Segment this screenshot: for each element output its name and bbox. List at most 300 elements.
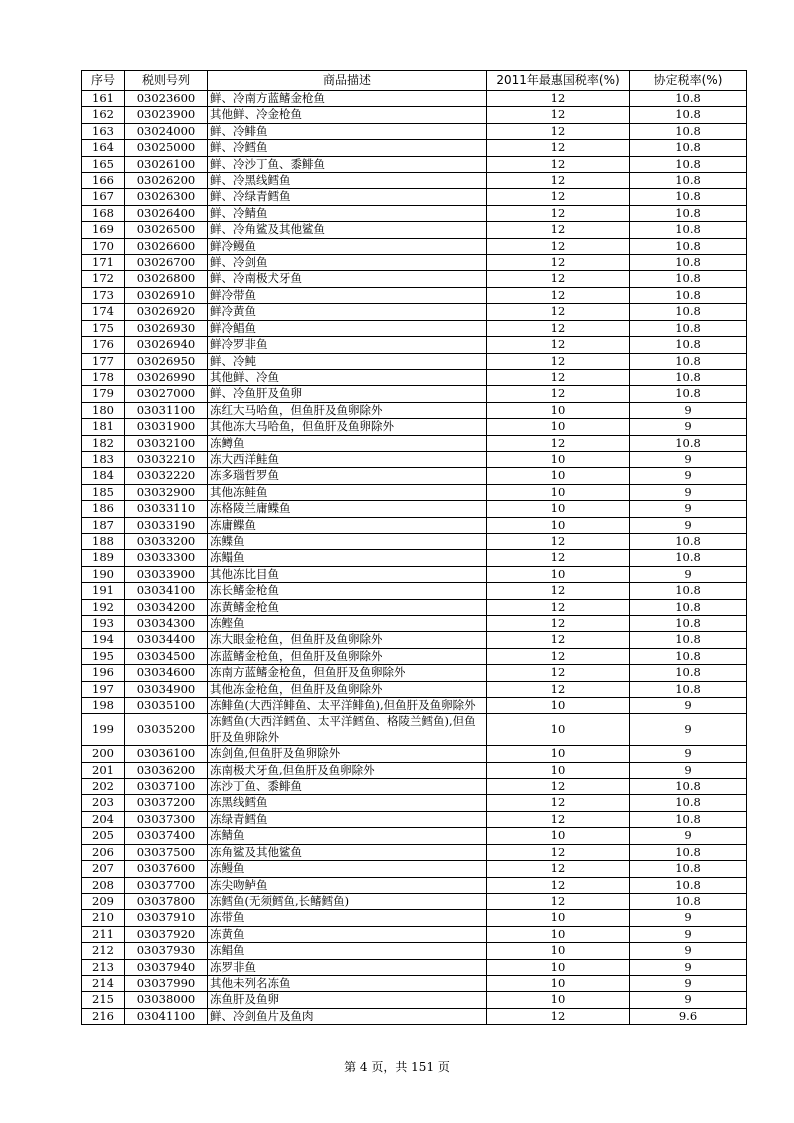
cell-seq: 195 [82, 648, 125, 664]
cell-seq: 162 [82, 107, 125, 123]
table-row [82, 583, 747, 599]
cell-agreement-rate: 9 [630, 943, 747, 959]
cell-seq: 186 [82, 501, 125, 517]
cell-tariff-code: 03034900 [125, 681, 208, 697]
cell-tariff-code: 03041100 [125, 1008, 208, 1024]
cell-agreement-rate: 10.8 [630, 353, 747, 369]
table-row [82, 811, 747, 827]
cell-tariff-code: 03026600 [125, 238, 208, 254]
cell-mfn-rate: 10 [487, 828, 630, 844]
cell-agreement-rate: 10.8 [630, 861, 747, 877]
cell-tariff-code: 03031900 [125, 419, 208, 435]
cell-tariff-code: 03034300 [125, 616, 208, 632]
cell-mfn-rate: 12 [487, 173, 630, 189]
cell-tariff-code: 03037920 [125, 926, 208, 942]
cell-mfn-rate: 12 [487, 304, 630, 320]
cell-tariff-code: 03033110 [125, 501, 208, 517]
table-header-row [82, 71, 747, 91]
cell-agreement-rate: 10.8 [630, 91, 747, 107]
cell-seq: 171 [82, 255, 125, 271]
cell-description: 鲜冷鳗鱼 [208, 238, 487, 254]
cell-tariff-code: 03034500 [125, 648, 208, 664]
cell-mfn-rate: 10 [487, 402, 630, 418]
cell-description: 冻鲽鱼 [208, 533, 487, 549]
table-row [82, 943, 747, 959]
cell-seq: 170 [82, 238, 125, 254]
cell-seq: 199 [82, 714, 125, 746]
cell-seq: 205 [82, 828, 125, 844]
cell-mfn-rate: 10 [487, 517, 630, 533]
cell-seq: 202 [82, 779, 125, 795]
cell-agreement-rate: 9 [630, 762, 747, 778]
cell-description: 鲜、冷鱼肝及鱼卵 [208, 386, 487, 402]
cell-tariff-code: 03033900 [125, 566, 208, 582]
cell-mfn-rate: 10 [487, 926, 630, 942]
cell-tariff-code: 03027000 [125, 386, 208, 402]
cell-agreement-rate: 10.8 [630, 795, 747, 811]
cell-agreement-rate: 10.8 [630, 205, 747, 221]
cell-agreement-rate: 9 [630, 959, 747, 975]
cell-seq: 169 [82, 222, 125, 238]
cell-tariff-code: 03026950 [125, 353, 208, 369]
table-row [82, 353, 747, 369]
cell-mfn-rate: 10 [487, 468, 630, 484]
cell-mfn-rate: 10 [487, 566, 630, 582]
cell-description: 冻南方蓝鳍金枪鱼，但鱼肝及鱼卵除外 [208, 665, 487, 681]
cell-seq: 184 [82, 468, 125, 484]
cell-description: 鲜、冷角鲨及其他鲨鱼 [208, 222, 487, 238]
cell-agreement-rate: 10.8 [630, 616, 747, 632]
cell-tariff-code: 03035100 [125, 698, 208, 714]
table-row [82, 402, 747, 418]
table-row [82, 632, 747, 648]
table-row [82, 893, 747, 909]
table-row [82, 648, 747, 664]
cell-tariff-code: 03026990 [125, 369, 208, 385]
cell-description: 冻绿青鳕鱼 [208, 811, 487, 827]
cell-agreement-rate: 10.8 [630, 123, 747, 139]
cell-description: 冻罗非鱼 [208, 959, 487, 975]
cell-mfn-rate: 12 [487, 877, 630, 893]
cell-agreement-rate: 10.8 [630, 222, 747, 238]
cell-agreement-rate: 9 [630, 746, 747, 762]
cell-description: 其他鲜、冷金枪鱼 [208, 107, 487, 123]
table-row [82, 369, 747, 385]
cell-description: 冻鲣鱼 [208, 616, 487, 632]
table-row [82, 533, 747, 549]
cell-seq: 173 [82, 287, 125, 303]
cell-mfn-rate: 12 [487, 533, 630, 549]
table-row [82, 566, 747, 582]
cell-mfn-rate: 10 [487, 419, 630, 435]
cell-description: 其他冻比目鱼 [208, 566, 487, 582]
cell-description: 冻鲱鱼(大西洋鲱鱼、太平洋鲱鱼),但鱼肝及鱼卵除外 [208, 698, 487, 714]
cell-description: 冻红大马哈鱼，但鱼肝及鱼卵除外 [208, 402, 487, 418]
cell-description: 鲜、冷鳕鱼 [208, 140, 487, 156]
cell-agreement-rate: 9 [630, 484, 747, 500]
cell-agreement-rate: 10.8 [630, 386, 747, 402]
cell-description: 冻长鳍金枪鱼 [208, 583, 487, 599]
table-row [82, 1008, 747, 1024]
cell-agreement-rate: 9 [630, 910, 747, 926]
cell-description: 冻庸鲽鱼 [208, 517, 487, 533]
cell-tariff-code: 03026920 [125, 304, 208, 320]
cell-seq: 180 [82, 402, 125, 418]
cell-tariff-code: 03026400 [125, 205, 208, 221]
table-row [82, 714, 747, 746]
cell-agreement-rate: 9 [630, 828, 747, 844]
table-row [82, 844, 747, 860]
table-row [82, 140, 747, 156]
cell-tariff-code: 03026500 [125, 222, 208, 238]
cell-description: 其他鲜、冷鱼 [208, 369, 487, 385]
table-row [82, 599, 747, 615]
cell-description: 冻大眼金枪鱼，但鱼肝及鱼卵除外 [208, 632, 487, 648]
cell-tariff-code: 03034400 [125, 632, 208, 648]
cell-seq: 174 [82, 304, 125, 320]
table-row [82, 926, 747, 942]
cell-agreement-rate: 9 [630, 501, 747, 517]
cell-description: 鲜、冷剑鱼片及鱼肉 [208, 1008, 487, 1024]
table-row [82, 123, 747, 139]
cell-description: 冻黑线鳕鱼 [208, 795, 487, 811]
cell-tariff-code: 03036200 [125, 762, 208, 778]
cell-mfn-rate: 12 [487, 320, 630, 336]
table-row [82, 435, 747, 451]
cell-seq: 208 [82, 877, 125, 893]
cell-seq: 193 [82, 616, 125, 632]
cell-tariff-code: 03031100 [125, 402, 208, 418]
cell-agreement-rate: 9 [630, 992, 747, 1008]
cell-seq: 215 [82, 992, 125, 1008]
cell-tariff-code: 03034100 [125, 583, 208, 599]
cell-tariff-code: 03023900 [125, 107, 208, 123]
cell-agreement-rate: 10.8 [630, 140, 747, 156]
cell-seq: 165 [82, 156, 125, 172]
cell-agreement-rate: 10.8 [630, 681, 747, 697]
cell-mfn-rate: 12 [487, 287, 630, 303]
cell-agreement-rate: 10.8 [630, 156, 747, 172]
cell-agreement-rate: 9 [630, 419, 747, 435]
cell-seq: 161 [82, 91, 125, 107]
cell-tariff-code: 03032900 [125, 484, 208, 500]
cell-description: 鲜、冷鲱鱼 [208, 123, 487, 139]
cell-description: 冻鳗鱼 [208, 861, 487, 877]
cell-description: 冻沙丁鱼、黍鲱鱼 [208, 779, 487, 795]
table-row [82, 173, 747, 189]
cell-seq: 178 [82, 369, 125, 385]
table-row [82, 468, 747, 484]
table-row [82, 992, 747, 1008]
cell-seq: 201 [82, 762, 125, 778]
cell-tariff-code: 03026800 [125, 271, 208, 287]
cell-seq: 206 [82, 844, 125, 860]
table-row [82, 681, 747, 697]
cell-agreement-rate: 9.6 [630, 1008, 747, 1024]
cell-description: 鲜、冷鲀 [208, 353, 487, 369]
cell-seq: 212 [82, 943, 125, 959]
cell-tariff-code: 03037930 [125, 943, 208, 959]
cell-seq: 213 [82, 959, 125, 975]
cell-mfn-rate: 10 [487, 992, 630, 1008]
table-row [82, 746, 747, 762]
cell-agreement-rate: 9 [630, 714, 747, 746]
cell-description: 鲜、冷南极犬牙鱼 [208, 271, 487, 287]
cell-tariff-code: 03037100 [125, 779, 208, 795]
cell-mfn-rate: 12 [487, 550, 630, 566]
cell-mfn-rate: 12 [487, 616, 630, 632]
table-row [82, 517, 747, 533]
cell-seq: 187 [82, 517, 125, 533]
cell-agreement-rate: 10.8 [630, 550, 747, 566]
cell-agreement-rate: 9 [630, 517, 747, 533]
cell-mfn-rate: 12 [487, 205, 630, 221]
cell-mfn-rate: 12 [487, 107, 630, 123]
cell-description: 冻鳕鱼(无须鳕鱼,长鳍鳕鱼) [208, 893, 487, 909]
cell-description: 冻蓝鳍金枪鱼，但鱼肝及鱼卵除外 [208, 648, 487, 664]
cell-tariff-code: 03026940 [125, 337, 208, 353]
cell-description: 冻黄鱼 [208, 926, 487, 942]
cell-tariff-code: 03026930 [125, 320, 208, 336]
cell-tariff-code: 03033200 [125, 533, 208, 549]
cell-description: 鲜、冷鲭鱼 [208, 205, 487, 221]
cell-description: 鲜冷带鱼 [208, 287, 487, 303]
cell-description: 其他冻鲑鱼 [208, 484, 487, 500]
header-agreement-rate: 协定税率(%) [630, 71, 747, 91]
cell-mfn-rate: 10 [487, 959, 630, 975]
cell-seq: 166 [82, 173, 125, 189]
cell-mfn-rate: 12 [487, 222, 630, 238]
table-row [82, 828, 747, 844]
cell-mfn-rate: 12 [487, 386, 630, 402]
table-body [82, 91, 747, 1025]
header-description: 商品描述 [208, 71, 487, 91]
cell-mfn-rate: 12 [487, 861, 630, 877]
cell-mfn-rate: 12 [487, 435, 630, 451]
cell-agreement-rate: 10.8 [630, 533, 747, 549]
cell-seq: 188 [82, 533, 125, 549]
cell-seq: 216 [82, 1008, 125, 1024]
cell-agreement-rate: 10.8 [630, 665, 747, 681]
cell-seq: 168 [82, 205, 125, 221]
table-row [82, 386, 747, 402]
cell-mfn-rate: 12 [487, 255, 630, 271]
cell-seq: 191 [82, 583, 125, 599]
cell-agreement-rate: 10.8 [630, 877, 747, 893]
cell-tariff-code: 03023600 [125, 91, 208, 107]
cell-description: 冻鱼肝及鱼卵 [208, 992, 487, 1008]
table-row [82, 501, 747, 517]
table-row [82, 698, 747, 714]
cell-agreement-rate: 9 [630, 975, 747, 991]
cell-agreement-rate: 10.8 [630, 189, 747, 205]
cell-description: 鲜、冷绿青鳕鱼 [208, 189, 487, 205]
cell-agreement-rate: 10.8 [630, 583, 747, 599]
cell-agreement-rate: 9 [630, 451, 747, 467]
cell-seq: 200 [82, 746, 125, 762]
cell-description: 冻南极犬牙鱼,但鱼肝及鱼卵除外 [208, 762, 487, 778]
table-row [82, 205, 747, 221]
cell-mfn-rate: 12 [487, 599, 630, 615]
cell-seq: 177 [82, 353, 125, 369]
cell-tariff-code: 03037910 [125, 910, 208, 926]
cell-mfn-rate: 10 [487, 451, 630, 467]
cell-mfn-rate: 10 [487, 975, 630, 991]
cell-mfn-rate: 12 [487, 353, 630, 369]
cell-agreement-rate: 10.8 [630, 779, 747, 795]
cell-tariff-code: 03037600 [125, 861, 208, 877]
cell-agreement-rate: 10.8 [630, 599, 747, 615]
cell-seq: 204 [82, 811, 125, 827]
table-row [82, 762, 747, 778]
header-tariff-code: 税则号列 [125, 71, 208, 91]
cell-description: 冻尖吻鲈鱼 [208, 877, 487, 893]
cell-tariff-code: 03035200 [125, 714, 208, 746]
cell-mfn-rate: 12 [487, 337, 630, 353]
cell-mfn-rate: 10 [487, 910, 630, 926]
cell-seq: 183 [82, 451, 125, 467]
cell-tariff-code: 03026200 [125, 173, 208, 189]
table-row [82, 271, 747, 287]
cell-agreement-rate: 9 [630, 698, 747, 714]
cell-agreement-rate: 10.8 [630, 435, 747, 451]
cell-agreement-rate: 10.8 [630, 369, 747, 385]
cell-tariff-code: 03037990 [125, 975, 208, 991]
cell-mfn-rate: 12 [487, 795, 630, 811]
cell-tariff-code: 03037940 [125, 959, 208, 975]
cell-seq: 181 [82, 419, 125, 435]
cell-mfn-rate: 10 [487, 698, 630, 714]
cell-seq: 164 [82, 140, 125, 156]
tariff-table [81, 70, 747, 1025]
cell-mfn-rate: 12 [487, 189, 630, 205]
table-row [82, 320, 747, 336]
cell-description: 其他未列名冻鱼 [208, 975, 487, 991]
cell-description: 鲜、冷沙丁鱼、黍鲱鱼 [208, 156, 487, 172]
cell-seq: 214 [82, 975, 125, 991]
table-row [82, 337, 747, 353]
cell-description: 其他冻金枪鱼，但鱼肝及鱼卵除外 [208, 681, 487, 697]
cell-agreement-rate: 10.8 [630, 893, 747, 909]
cell-seq: 185 [82, 484, 125, 500]
table-row [82, 287, 747, 303]
cell-agreement-rate: 10.8 [630, 648, 747, 664]
table-row [82, 484, 747, 500]
table-row [82, 795, 747, 811]
table-row [82, 255, 747, 271]
page-footer: 第 4 页，共 151 页 [344, 1060, 450, 1074]
cell-seq: 194 [82, 632, 125, 648]
cell-seq: 189 [82, 550, 125, 566]
cell-tariff-code: 03037200 [125, 795, 208, 811]
cell-agreement-rate: 10.8 [630, 287, 747, 303]
cell-seq: 179 [82, 386, 125, 402]
table-row [82, 877, 747, 893]
cell-description: 冻大西洋鲑鱼 [208, 451, 487, 467]
cell-seq: 196 [82, 665, 125, 681]
table-row [82, 156, 747, 172]
cell-seq: 209 [82, 893, 125, 909]
cell-tariff-code: 03025000 [125, 140, 208, 156]
header-seq: 序号 [82, 71, 125, 91]
cell-tariff-code: 03034200 [125, 599, 208, 615]
cell-tariff-code: 03024000 [125, 123, 208, 139]
cell-agreement-rate: 10.8 [630, 632, 747, 648]
cell-seq: 198 [82, 698, 125, 714]
table-row [82, 419, 747, 435]
cell-seq: 176 [82, 337, 125, 353]
cell-agreement-rate: 9 [630, 566, 747, 582]
cell-agreement-rate: 9 [630, 402, 747, 418]
table-row [82, 222, 747, 238]
cell-description: 鲜、冷黑线鳕鱼 [208, 173, 487, 189]
cell-seq: 172 [82, 271, 125, 287]
cell-tariff-code: 03037400 [125, 828, 208, 844]
cell-description: 冻角鲨及其他鲨鱼 [208, 844, 487, 860]
cell-mfn-rate: 10 [487, 714, 630, 746]
cell-mfn-rate: 12 [487, 1008, 630, 1024]
cell-tariff-code: 03034600 [125, 665, 208, 681]
cell-tariff-code: 03033300 [125, 550, 208, 566]
cell-mfn-rate: 12 [487, 140, 630, 156]
cell-mfn-rate: 10 [487, 484, 630, 500]
table-row [82, 304, 747, 320]
cell-agreement-rate: 10.8 [630, 844, 747, 860]
cell-seq: 197 [82, 681, 125, 697]
cell-tariff-code: 03038000 [125, 992, 208, 1008]
cell-seq: 175 [82, 320, 125, 336]
table-row [82, 975, 747, 991]
cell-agreement-rate: 10.8 [630, 173, 747, 189]
cell-mfn-rate: 12 [487, 811, 630, 827]
cell-description: 其他冻大马哈鱼，但鱼肝及鱼卵除外 [208, 419, 487, 435]
cell-agreement-rate: 10.8 [630, 238, 747, 254]
cell-seq: 167 [82, 189, 125, 205]
cell-mfn-rate: 12 [487, 91, 630, 107]
cell-seq: 207 [82, 861, 125, 877]
cell-agreement-rate: 10.8 [630, 304, 747, 320]
cell-mfn-rate: 10 [487, 762, 630, 778]
table-row [82, 910, 747, 926]
table-row [82, 107, 747, 123]
cell-tariff-code: 03032220 [125, 468, 208, 484]
table-row [82, 189, 747, 205]
cell-mfn-rate: 12 [487, 156, 630, 172]
table-row [82, 779, 747, 795]
cell-description: 冻鳎鱼 [208, 550, 487, 566]
cell-mfn-rate: 10 [487, 746, 630, 762]
cell-tariff-code: 03032100 [125, 435, 208, 451]
cell-description: 鲜冷罗非鱼 [208, 337, 487, 353]
cell-mfn-rate: 12 [487, 123, 630, 139]
cell-description: 冻鳟鱼 [208, 435, 487, 451]
cell-mfn-rate: 12 [487, 583, 630, 599]
cell-description: 鲜、冷南方蓝鳍金枪鱼 [208, 91, 487, 107]
cell-description: 冻黄鳍金枪鱼 [208, 599, 487, 615]
cell-seq: 210 [82, 910, 125, 926]
header-mfn-rate: 2011年最惠国税率(%) [487, 71, 630, 91]
table-row [82, 616, 747, 632]
cell-tariff-code: 03037500 [125, 844, 208, 860]
cell-agreement-rate: 10.8 [630, 255, 747, 271]
cell-agreement-rate: 10.8 [630, 811, 747, 827]
cell-description: 冻带鱼 [208, 910, 487, 926]
table-row [82, 665, 747, 681]
cell-tariff-code: 03033190 [125, 517, 208, 533]
cell-mfn-rate: 10 [487, 943, 630, 959]
cell-description: 冻鲳鱼 [208, 943, 487, 959]
table-row [82, 861, 747, 877]
